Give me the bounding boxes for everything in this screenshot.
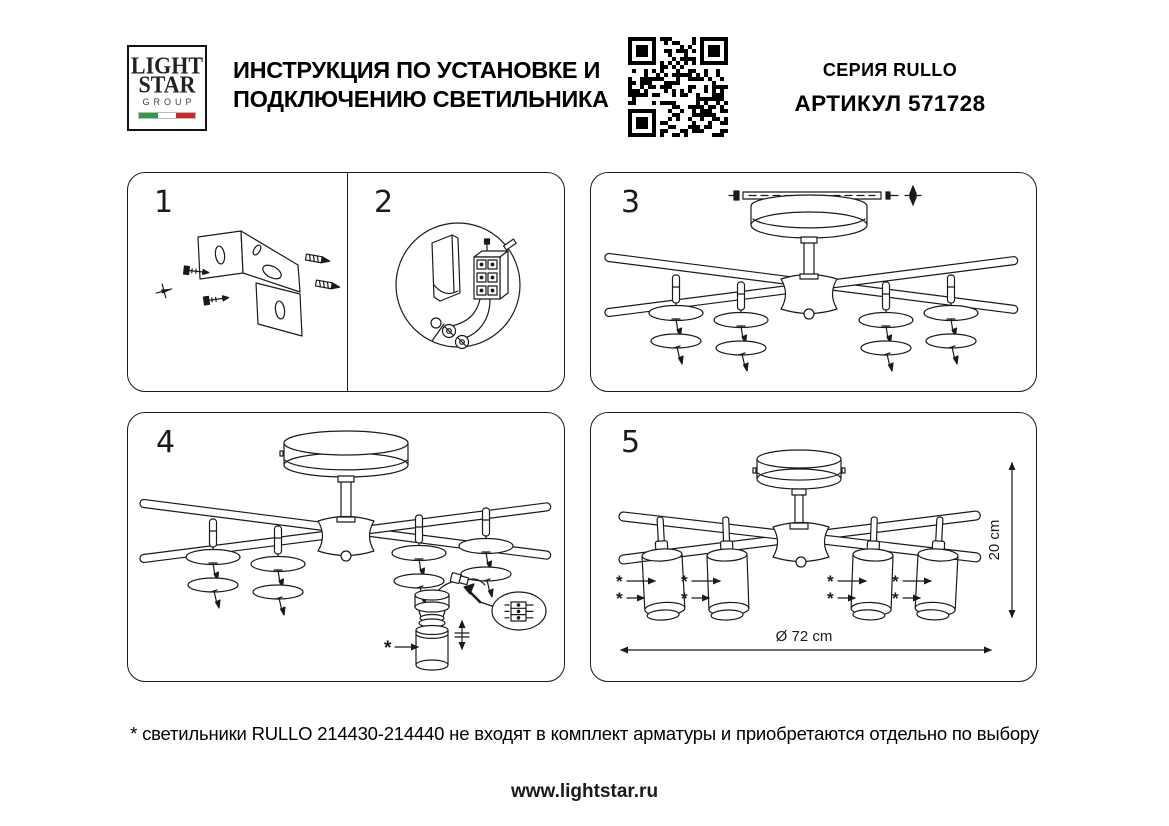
wiring-drawing: [348, 173, 565, 390]
series-label: СЕРИЯ RULLO: [822, 60, 958, 80]
product-info: [762, 60, 1018, 117]
bracket-drawing: [128, 173, 347, 390]
step-panel-1-2: [127, 172, 565, 392]
lamp-shade: [416, 626, 448, 671]
frame-mounting-drawing: [591, 173, 1035, 390]
svg-text:*: *: [827, 589, 834, 608]
dim-width-label: Ø 72 cm: [775, 628, 833, 645]
screw-cross-icon: [154, 282, 173, 300]
wall-plug-icon: [305, 254, 330, 264]
lamp-connection-drawing: [128, 413, 563, 680]
step-panel-3: [590, 172, 1037, 392]
dim-height-label: 20 cm: [986, 519, 1003, 561]
svg-text:*: *: [892, 589, 899, 608]
title-line2: ПОДКЛЮЧЕНИЮ СВЕТИЛЬНИКА: [233, 86, 609, 112]
svg-text:*: *: [892, 572, 899, 591]
svg-text:*: *: [616, 589, 623, 608]
screw-direction-icon: [455, 621, 469, 649]
width-dimension: [621, 628, 991, 650]
terminal-detail: [492, 592, 546, 630]
ceiling-canopy: [751, 195, 867, 279]
central-hub: [318, 517, 374, 562]
assembled-chandelier-drawing: [591, 413, 1035, 680]
svg-text:*: *: [827, 572, 834, 591]
step-number-3: 3: [621, 185, 641, 220]
ceiling-canopy: [280, 431, 408, 522]
page-title: [233, 56, 609, 114]
footnote-marker: *: [384, 638, 392, 659]
logo-group: GROUP: [142, 97, 196, 107]
logo-light: LIGHT: [130, 52, 204, 79]
italian-flag-stripe: [138, 112, 196, 119]
title-line1: ИНСТРУКЦИЯ ПО УСТАНОВКЕ И: [233, 57, 601, 83]
screw-cross-icon: [905, 186, 921, 205]
svg-text:*: *: [681, 572, 688, 591]
step-number-5: 5: [621, 425, 641, 460]
qr-code: [628, 37, 728, 137]
height-dimension: [986, 463, 1012, 617]
lamp-socket: [415, 590, 449, 627]
footnote: * светильники RULLO 214430-214440 не входят в комплект арматуры и приобретаются отдельно по выбору: [130, 722, 1039, 744]
screw-icon: [203, 294, 229, 305]
article-label: АРТИКУЛ 571728: [794, 91, 986, 116]
lightstar-logo: [127, 45, 207, 131]
logo-star: STAR: [138, 71, 196, 98]
svg-text:*: *: [681, 589, 688, 608]
step-number-1: 1: [154, 185, 174, 220]
step-number-2: 2: [374, 185, 394, 220]
step-panel-4: [127, 412, 565, 682]
website-url: www.lightstar.ru: [510, 781, 659, 802]
central-hub: [781, 275, 837, 320]
step-panel-5: [590, 412, 1037, 682]
wall-plug-icon: [315, 280, 340, 290]
ceiling-canopy: [753, 450, 845, 529]
svg-text:*: *: [616, 572, 623, 591]
step-number-4: 4: [156, 425, 176, 460]
